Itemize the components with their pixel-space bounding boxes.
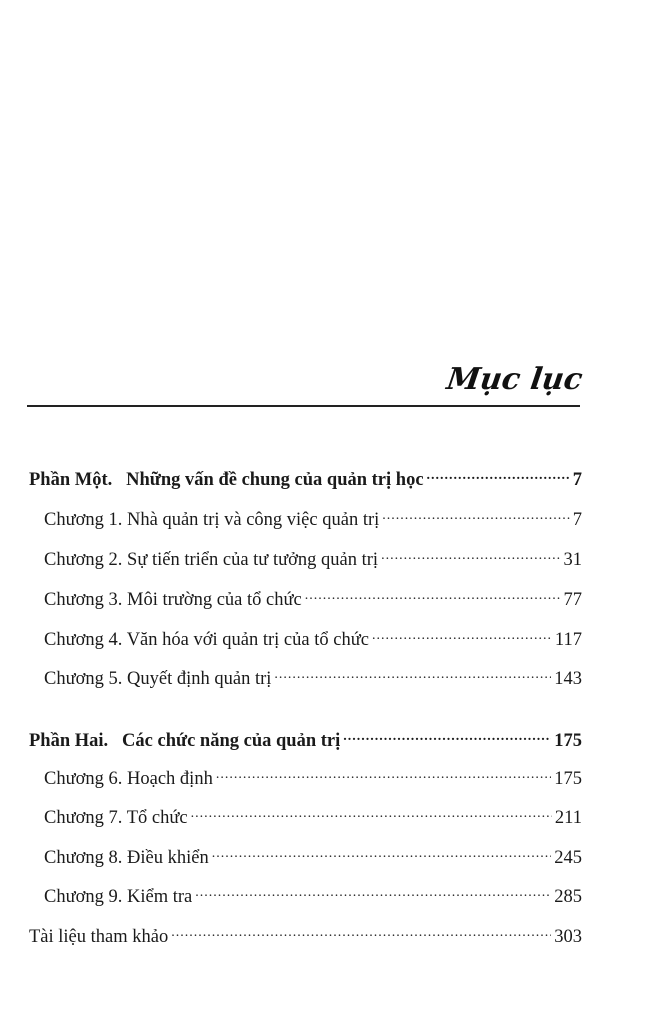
toc-chapter-5[interactable]	[44, 667, 582, 691]
dot-leader	[212, 849, 552, 863]
page-number: 31	[563, 550, 582, 570]
page-number: 303	[554, 927, 582, 947]
dot-leader	[171, 928, 551, 942]
toc-part-2[interactable]	[29, 729, 582, 753]
dot-leader	[274, 670, 551, 684]
chapter-title: Chương 9. Kiểm tra	[44, 887, 193, 907]
references-title: Tài liệu tham khảo	[29, 927, 169, 947]
page-number: 77	[563, 590, 582, 610]
chapter-title: Chương 1. Nhà quản trị và công việc quản trị	[44, 510, 380, 530]
page-number: 117	[554, 630, 582, 650]
chapter-title: Chương 6. Hoạch định	[44, 769, 213, 789]
page-number: 245	[554, 848, 582, 868]
dot-leader	[216, 770, 551, 784]
toc-chapter-7[interactable]	[44, 806, 582, 830]
chapter-title: Chương 4. Văn hóa với quản trị của tổ chức	[44, 630, 369, 650]
dot-leader	[343, 732, 551, 746]
dot-leader	[381, 551, 560, 565]
page-number: 211	[554, 808, 582, 828]
chapter-title: Chương 3. Môi trường của tổ chức	[44, 590, 302, 610]
toc-heading: Mục lục	[444, 362, 585, 397]
page-number: 7	[572, 510, 582, 530]
toc-chapter-1[interactable]	[44, 508, 582, 532]
dot-leader	[427, 471, 570, 485]
chapter-title: Chương 2. Sự tiến triển của tư tưởng quản trị	[44, 550, 379, 570]
heading-rule	[27, 405, 580, 407]
page-number: 175	[554, 731, 582, 751]
part-label: Phần Hai. Các chức năng của quản trị	[29, 731, 341, 751]
chapter-title: Chương 5. Quyết định quản trị	[44, 669, 272, 689]
toc-chapter-9[interactable]	[44, 885, 582, 909]
toc-chapter-3[interactable]	[44, 588, 582, 612]
toc-chapter-8[interactable]	[44, 846, 582, 870]
toc-part-1[interactable]	[29, 468, 582, 492]
dot-leader	[191, 809, 552, 823]
dot-leader	[382, 511, 569, 525]
chapter-title: Chương 7. Tổ chức	[44, 808, 188, 828]
toc-chapter-4[interactable]	[44, 628, 582, 652]
toc-references[interactable]	[29, 925, 582, 949]
toc-chapter-2[interactable]	[44, 548, 582, 572]
page-number: 285	[554, 887, 582, 907]
page-number: 175	[554, 769, 582, 789]
toc-chapter-6[interactable]	[44, 767, 582, 791]
chapter-title: Chương 8. Điều khiển	[44, 848, 209, 868]
dot-leader	[195, 888, 551, 902]
page-number: 143	[554, 669, 582, 689]
page-number: 7	[572, 470, 582, 490]
part-label: Phần Một. Những vấn đề chung của quản trị học	[29, 470, 424, 490]
dot-leader	[305, 591, 561, 605]
dot-leader	[372, 631, 552, 645]
